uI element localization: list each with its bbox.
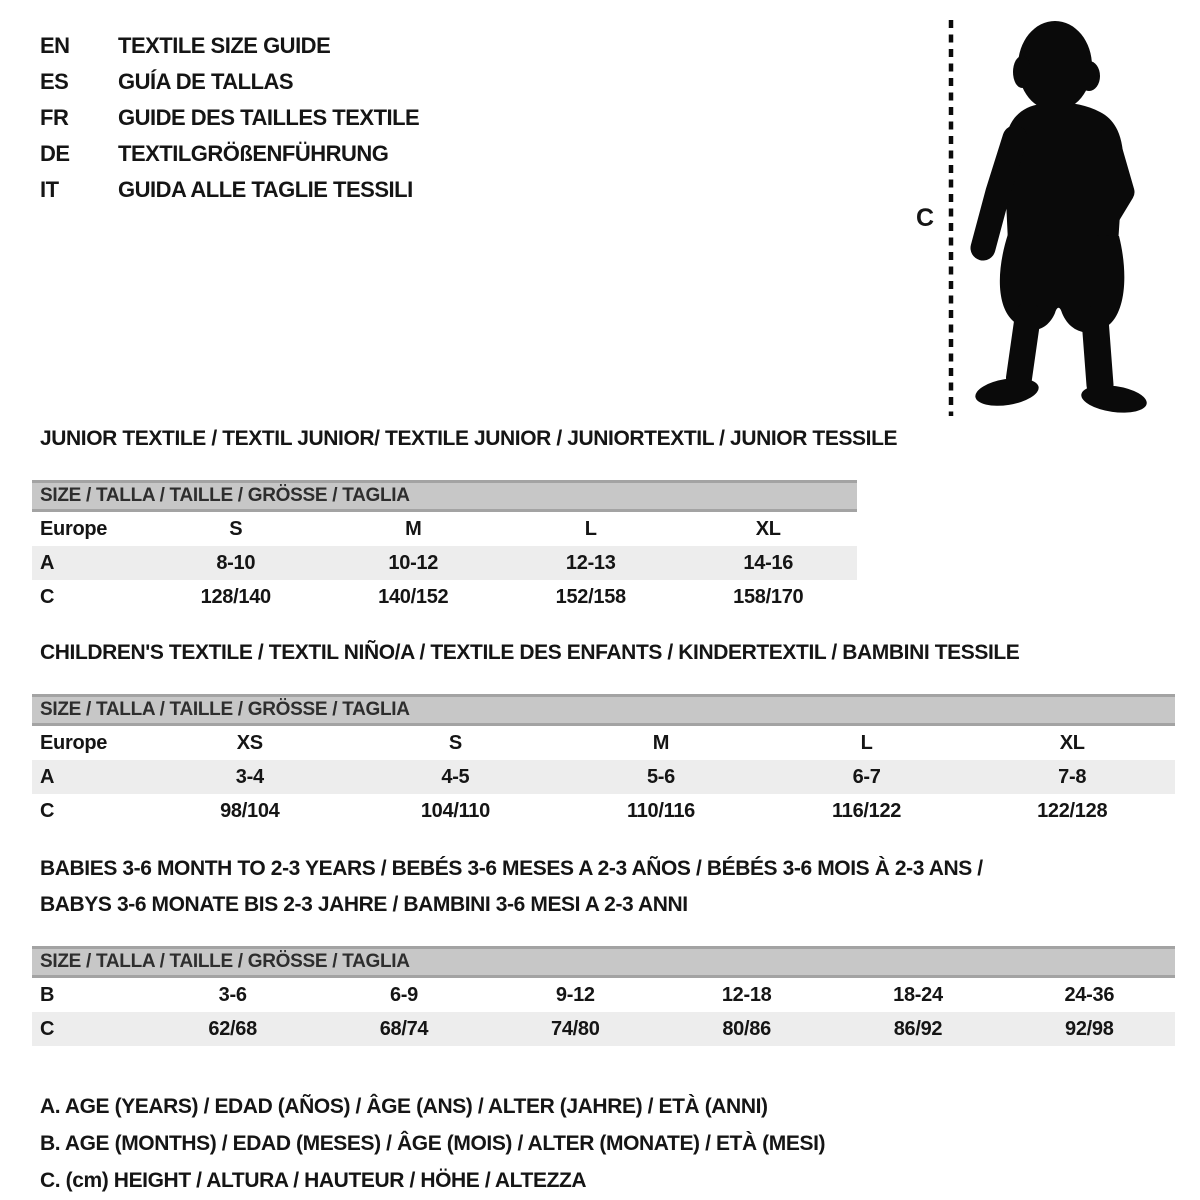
language-row-en — [40, 28, 419, 64]
value-cell: 128/140 — [200, 585, 271, 608]
junior-size-header-bar: SIZE / TALLA / TAILLE / GRÖSSE / TAGLIA — [32, 480, 857, 512]
junior-row-europe — [32, 512, 857, 546]
junior-row-age — [32, 546, 857, 580]
legend-age-years: A. AGE (YEARS) / EDAD (AÑOS) / ÂGE (ANS) / ALTER (JAHRE) / ETÀ (ANNI) — [40, 1095, 768, 1118]
language-title: TEXTILGRÖßENFÜHRUNG — [118, 141, 389, 166]
value-cell: 4-5 — [441, 765, 470, 788]
junior-section-title: JUNIOR TEXTILE / TEXTIL JUNIOR/ TEXTILE JUNIOR / JUNIORTEXTIL / JUNIOR TESSILE — [40, 427, 898, 450]
size-cell: XL — [1059, 731, 1085, 754]
value-cell: 3-6 — [218, 983, 247, 1006]
section-babies-textile — [32, 856, 1175, 1046]
value-cell: 8-10 — [216, 551, 256, 574]
measure-c-label: C — [916, 204, 935, 232]
language-row-de — [40, 136, 419, 172]
value-cell: 6-7 — [852, 765, 881, 788]
babies-size-table — [32, 978, 1175, 1046]
value-cell: 80/86 — [722, 1017, 771, 1040]
row-label: C — [40, 1017, 55, 1040]
language-code: FR — [40, 105, 69, 130]
value-cell: 98/104 — [220, 799, 280, 822]
value-cell: 14-16 — [743, 551, 794, 574]
toddler-silhouette-icon — [967, 20, 1152, 420]
height-measure-figure — [912, 12, 1162, 424]
babies-size-header-bar: SIZE / TALLA / TAILLE / GRÖSSE / TAGLIA — [32, 946, 1175, 978]
value-cell: 110/116 — [626, 799, 695, 822]
childrens-size-table — [32, 726, 1175, 828]
size-cell: M — [405, 517, 422, 540]
value-cell: 122/128 — [1037, 799, 1108, 822]
childrens-size-header-bar: SIZE / TALLA / TAILLE / GRÖSSE / TAGLIA — [32, 694, 1175, 726]
size-cell: XL — [755, 517, 781, 540]
language-code: EN — [40, 33, 70, 58]
language-title: GUIDE DES TAILLES TEXTILE — [118, 105, 420, 130]
language-code: IT — [40, 177, 59, 202]
value-cell: 140/152 — [378, 585, 449, 608]
value-cell: 24-36 — [1064, 983, 1115, 1006]
size-tables-content — [32, 426, 1175, 1199]
size-cell: L — [860, 731, 873, 754]
row-label: B — [40, 983, 55, 1006]
section-childrens-textile — [32, 640, 1175, 828]
section-junior-textile — [32, 426, 1175, 614]
language-title: GUIDA ALLE TAGLIE TESSILI — [118, 177, 413, 202]
babies-section-title-line2: BABYS 3-6 MONATE BIS 2-3 JAHRE / BAMBINI 3-6 MESI A 2-3 ANNI — [40, 893, 688, 916]
childrens-row-height — [32, 794, 1175, 828]
language-title-list — [40, 28, 419, 208]
childrens-row-age — [32, 760, 1175, 794]
size-cell: M — [652, 731, 670, 754]
value-cell: 68/74 — [379, 1017, 429, 1040]
row-label: C — [40, 585, 55, 608]
size-cell: XS — [236, 731, 263, 754]
babies-row-height — [32, 1012, 1175, 1046]
size-cell: L — [584, 517, 597, 540]
row-label: Europe — [40, 517, 108, 540]
height-dashed-line-icon — [942, 12, 962, 424]
junior-row-height — [32, 580, 857, 614]
row-label: C — [40, 799, 55, 822]
language-row-it — [40, 172, 419, 208]
value-cell: 74/80 — [551, 1017, 600, 1040]
value-cell: 104/110 — [420, 799, 490, 822]
value-cell: 86/92 — [893, 1017, 943, 1040]
value-cell: 9-12 — [555, 983, 595, 1006]
size-cell: S — [229, 517, 243, 540]
language-code: DE — [40, 141, 70, 166]
babies-section-title-line1: BABIES 3-6 MONTH TO 2-3 YEARS / BEBÉS 3-6 MESES A 2-3 AÑOS / BÉBÉS 3-6 MOIS À 2-3 ANS / — [40, 857, 983, 880]
value-cell: 158/170 — [733, 585, 804, 608]
value-cell: 5-6 — [646, 765, 675, 788]
value-cell: 62/68 — [208, 1017, 257, 1040]
language-title: TEXTILE SIZE GUIDE — [118, 33, 331, 58]
language-row-es — [40, 64, 419, 100]
value-cell: 10-12 — [388, 551, 439, 574]
language-row-fr — [40, 100, 419, 136]
value-cell: 92/98 — [1065, 1017, 1114, 1040]
value-cell: 18-24 — [893, 983, 943, 1006]
value-cell: 6-9 — [389, 983, 418, 1006]
row-label: A — [40, 765, 55, 788]
row-label: Europe — [40, 731, 108, 754]
language-code: ES — [40, 69, 69, 94]
junior-size-table — [32, 512, 857, 614]
legend-age-months: B. AGE (MONTHS) / EDAD (MESES) / ÂGE (MOIS) / ALTER (MONATE) / ETÀ (MESI) — [40, 1132, 826, 1155]
language-title: GUÍA DE TALLAS — [118, 69, 294, 94]
value-cell: 12-13 — [565, 551, 616, 574]
value-cell: 7-8 — [1058, 765, 1087, 788]
value-cell: 12-18 — [721, 983, 772, 1006]
value-cell: 116/122 — [832, 799, 902, 822]
measure-legend — [40, 1088, 1175, 1199]
babies-row-months — [32, 978, 1175, 1012]
size-cell: S — [448, 731, 462, 754]
legend-height-cm: C. (cm) HEIGHT / ALTURA / HAUTEUR / HÖHE / ALTEZZA — [40, 1169, 587, 1192]
row-label: A — [40, 551, 55, 574]
childrens-row-europe — [32, 726, 1175, 760]
value-cell: 152/158 — [555, 585, 626, 608]
childrens-section-title: CHILDREN'S TEXTILE / TEXTIL NIÑO/A / TEXTILE DES ENFANTS / KINDERTEXTIL / BAMBINI TESSILE — [40, 641, 1020, 664]
value-cell: 3-4 — [235, 765, 264, 788]
